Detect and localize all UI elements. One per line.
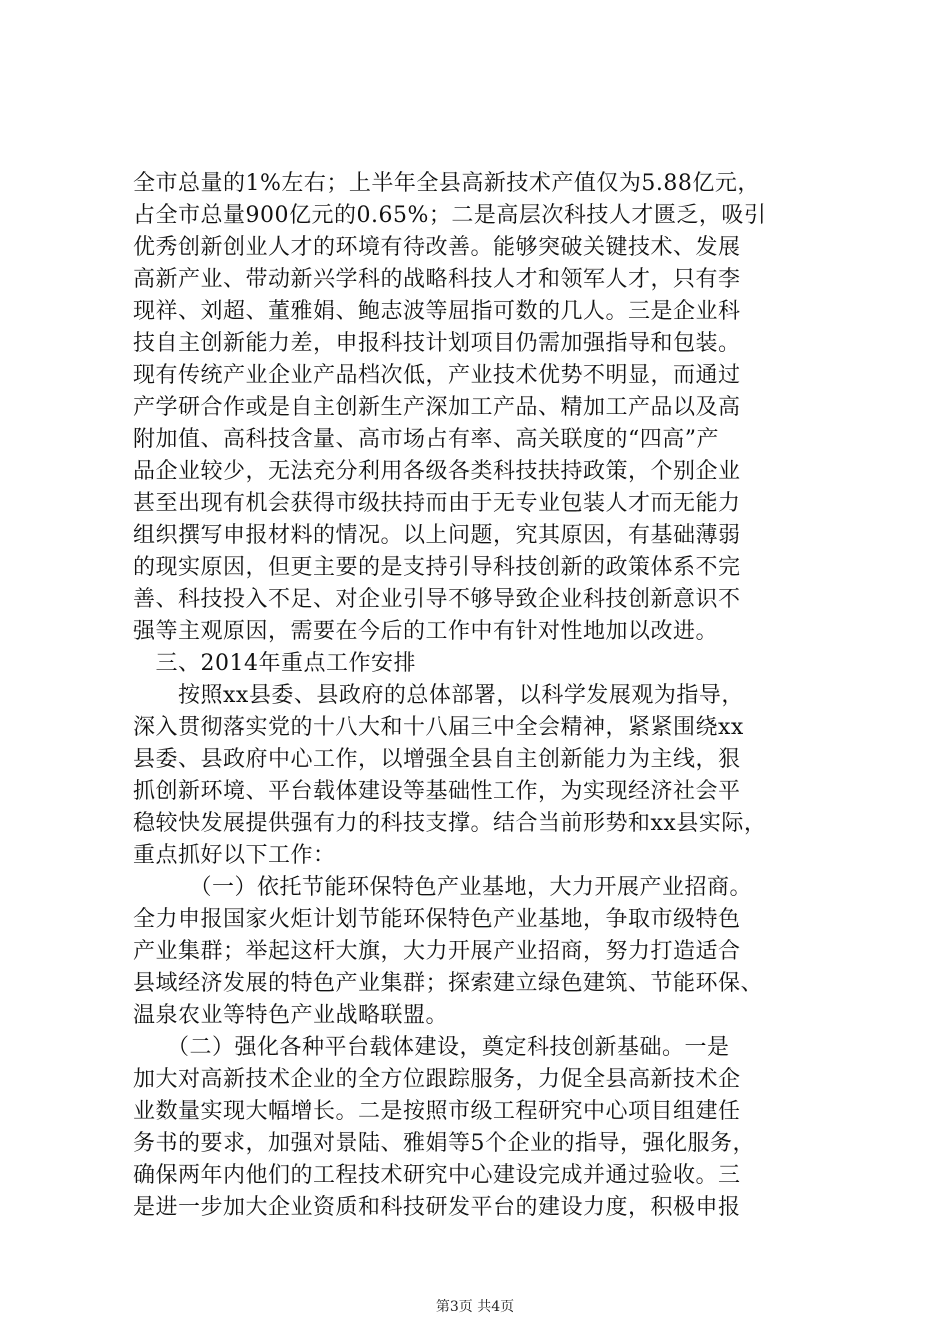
text-line: 附加值、高科技含量、高市场占有率、高关联度的“四高”产	[133, 427, 719, 452]
text-line: 现有传统产业企业产品档次低，产业技术优势不明显，而通过	[133, 363, 741, 388]
text-line: 全市总量的1%左右；上半年全县高新技术产值仅为5.88亿元，	[133, 171, 760, 196]
text-line: 加大对高新技术企业的全方位跟踪服务，力促全县高新技术企	[133, 1067, 741, 1092]
text-line: 深入贯彻落实党的十八大和十八届三中全会精神，紧紧围绕xx	[133, 715, 744, 740]
page-footer: 第3页 共4页	[435, 1299, 515, 1315]
text-line: 产学研合作或是自主创新生产深加工产品、精加工产品以及高	[133, 395, 741, 420]
text-line: 温泉农业等特色产业战略联盟。	[133, 1003, 449, 1028]
text-line: 务书的要求，加强对景陆、雅娟等5个企业的指导，强化服务，	[133, 1131, 755, 1156]
document-body	[133, 168, 829, 1224]
text-line: 抓创新环境、平台载体建设等基础性工作，为实现经济社会平	[133, 779, 741, 804]
text-line: 稳较快发展提供强有力的科技支撑。结合当前形势和xx县实际，	[133, 811, 767, 836]
text-line: 强等主观原因，需要在今后的工作中有针对性地加以改进。	[133, 619, 719, 644]
text-line: 产业集群；举起这杆大旗，大力开展产业招商，努力打造适合	[133, 939, 741, 964]
text-line: 高新产业、带动新兴学科的战略科技人才和领军人才，只有李	[133, 267, 741, 292]
text-line: 三、2014年重点工作安排	[133, 651, 416, 676]
text-line: 占全市总量900亿元的0.65%；二是高层次科技人才匮乏，吸引	[133, 203, 767, 228]
text-line: 按照xx县委、县政府的总体部署，以科学发展观为指导，	[133, 683, 744, 708]
text-line: 善、科技投入不足、对企业引导不够导致企业科技创新意识不	[133, 587, 741, 612]
text-line: 业数量实现大幅增长。二是按照市级工程研究中心项目组建任	[133, 1099, 741, 1124]
text-line: 品企业较少，无法充分利用各级各类科技扶持政策，个别企业	[133, 459, 741, 484]
text-line: （一）依托节能环保特色产业基地，大力开展产业招商。	[133, 875, 753, 900]
text-line: 现祥、刘超、董雅娟、鲍志波等屈指可数的几人。三是企业科	[133, 299, 741, 324]
text-line: （二）强化各种平台载体建设，奠定科技创新基础。一是	[133, 1035, 730, 1060]
text-line: 重点抓好以下工作：	[133, 843, 336, 868]
text-line: 优秀创新创业人才的环境有待改善。能够突破关键技术、发展	[133, 235, 741, 260]
text-line: 县委、县政府中心工作，以增强全县自主创新能力为主线，狠	[133, 747, 741, 772]
text-line: 是进一步加大企业资质和科技研发平台的建设力度，积极申报	[133, 1195, 741, 1220]
text-line: 技自主创新能力差，申报科技计划项目仍需加强指导和包装。	[133, 331, 741, 356]
text-line: 的现实原因，但更主要的是支持引导科技创新的政策体系不完	[133, 555, 741, 580]
text-line: 全力申报国家火炬计划节能环保特色产业基地，争取市级特色	[133, 907, 741, 932]
text-line: 甚至出现有机会获得市级扶持而由于无专业包装人才而无能力	[133, 491, 741, 516]
text-line: 组织撰写申报材料的情况。以上问题，究其原因，有基础薄弱	[133, 523, 741, 548]
text-line: 确保两年内他们的工程技术研究中心建设完成并通过验收。三	[133, 1163, 741, 1188]
text-line: 县域经济发展的特色产业集群；探索建立绿色建筑、节能环保、	[133, 971, 764, 996]
